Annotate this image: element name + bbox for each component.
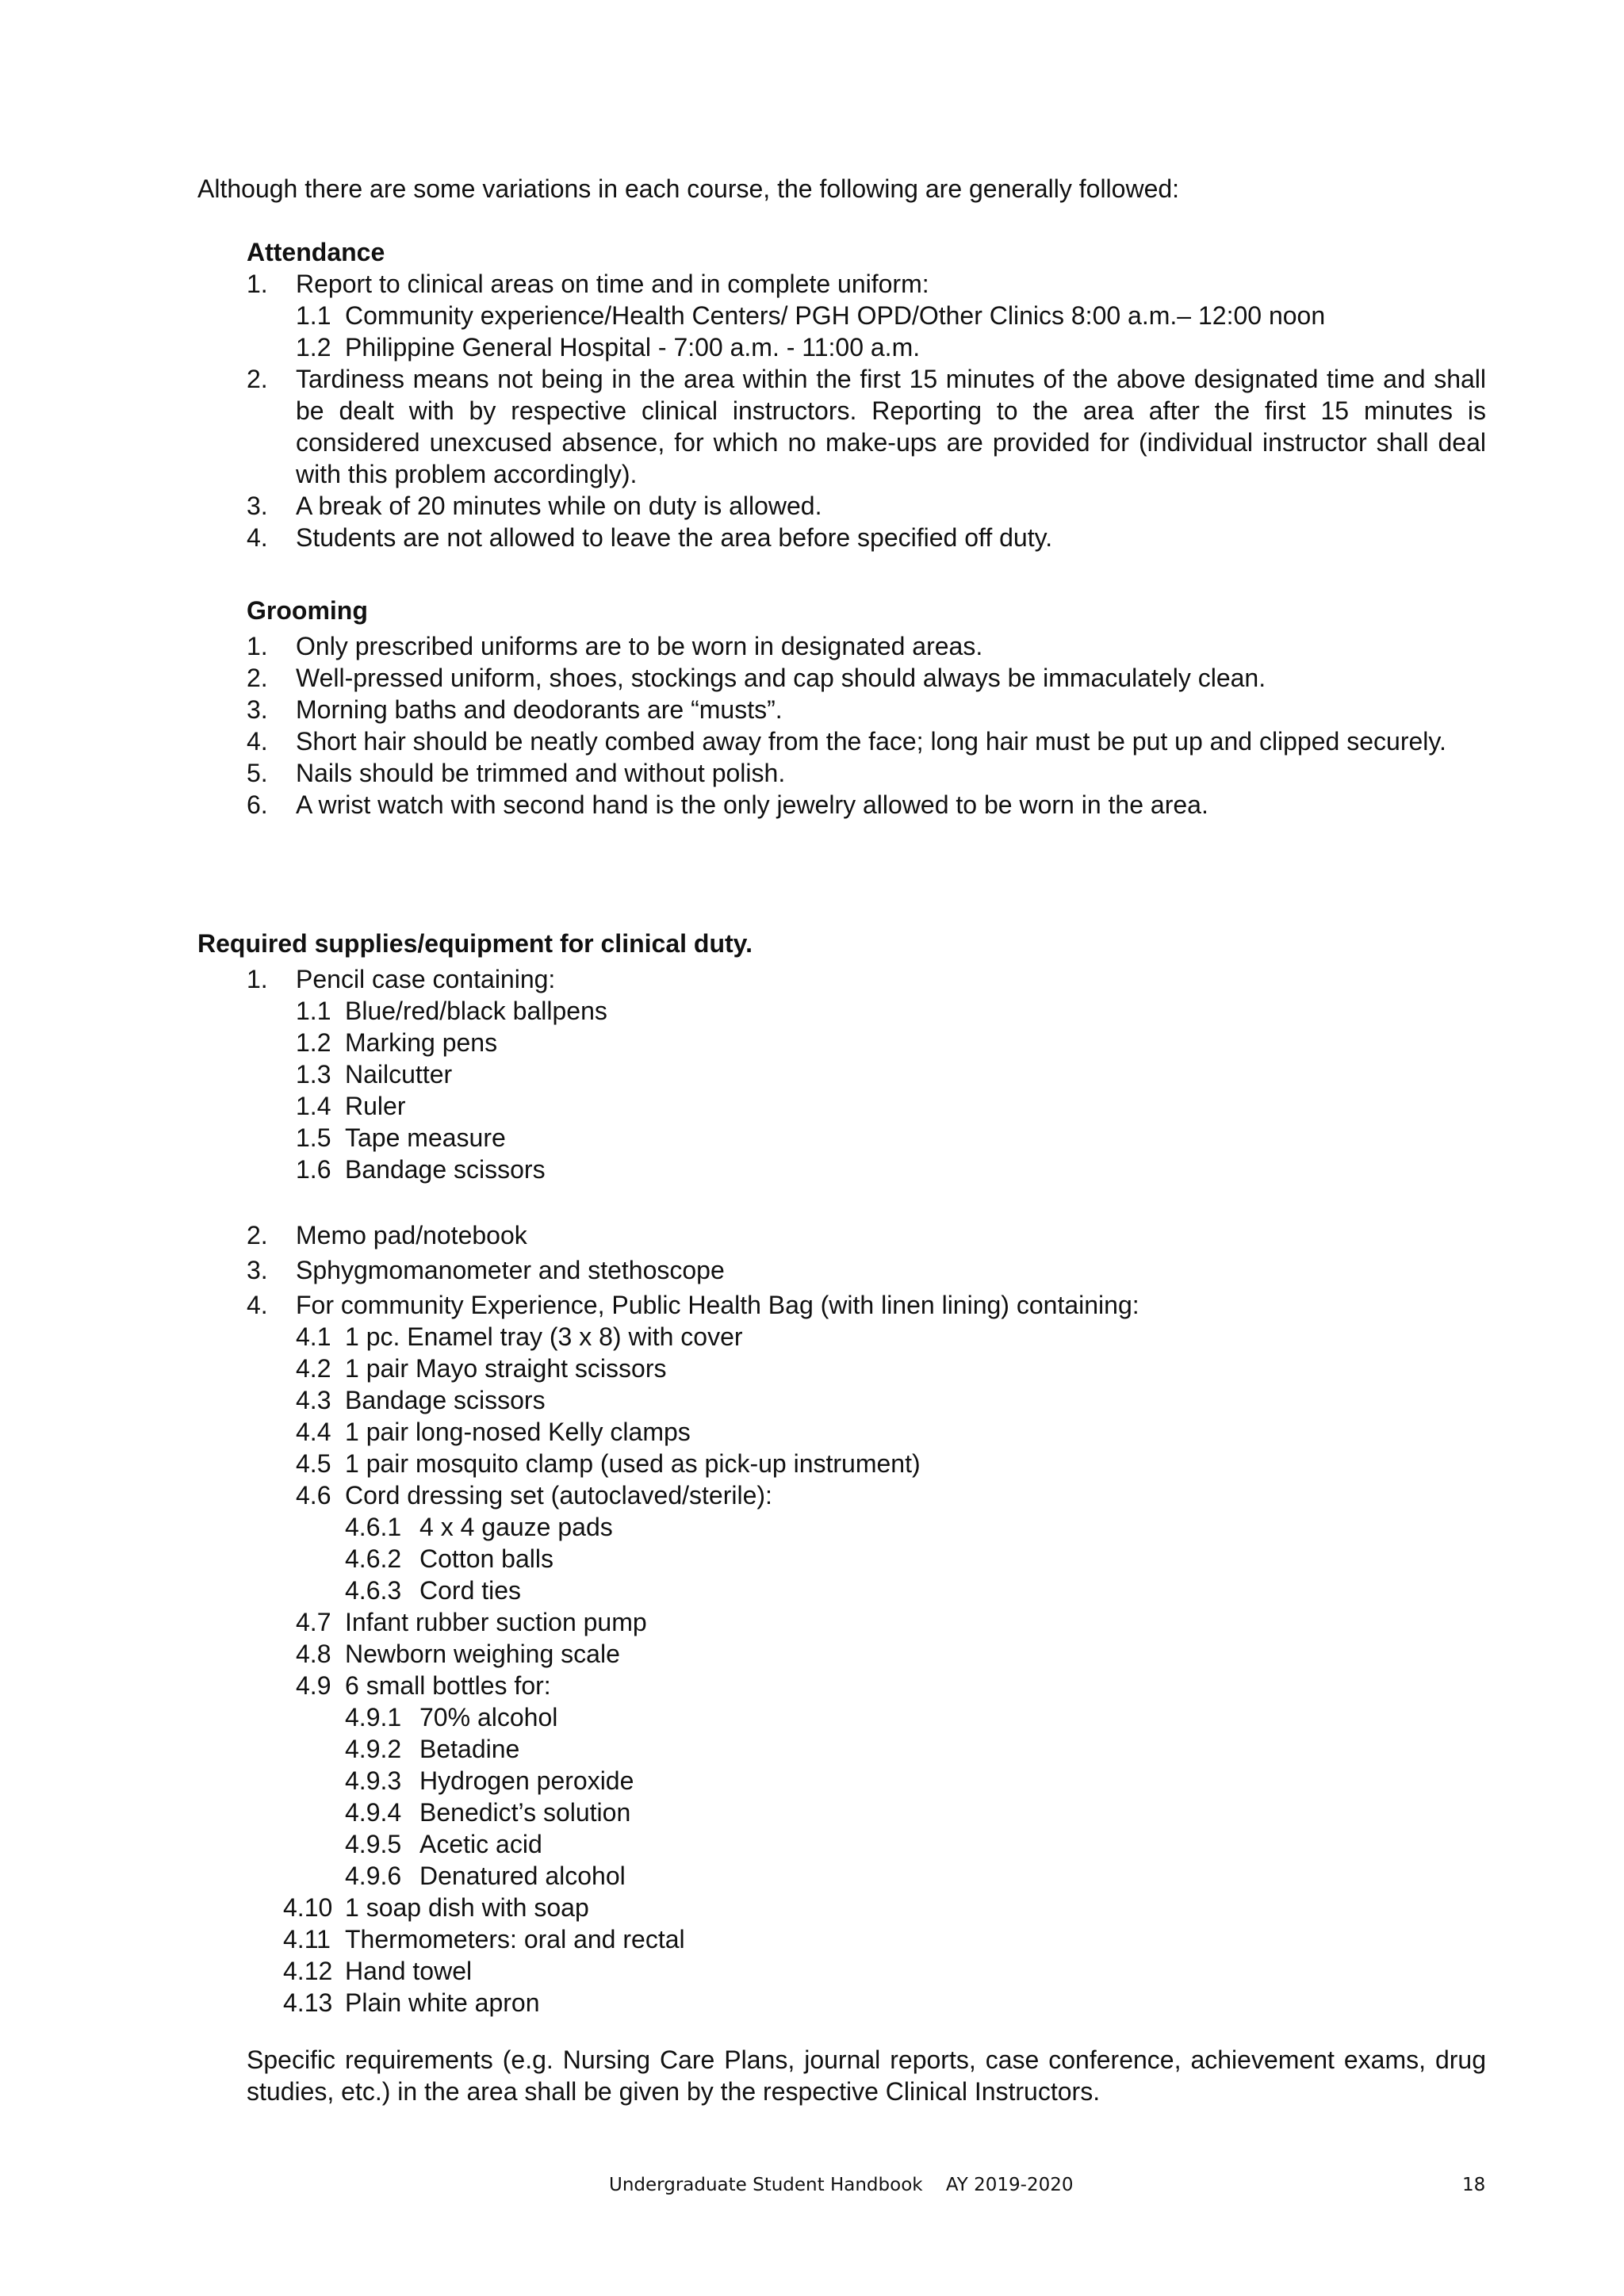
list-item bbox=[345, 1797, 1486, 1828]
item-number: 1.2 bbox=[296, 333, 331, 362]
list-item bbox=[296, 1479, 1486, 1511]
attendance-list bbox=[247, 268, 1486, 553]
list-item bbox=[247, 490, 1486, 522]
item-number: 4. bbox=[247, 727, 268, 756]
item-text: Thermometers: oral and rectal bbox=[345, 1925, 685, 1954]
grooming-list bbox=[247, 630, 1486, 821]
item-number: 1.4 bbox=[296, 1092, 331, 1120]
item-text: Sphygmomanometer and stethoscope bbox=[296, 1256, 725, 1284]
list-item bbox=[247, 363, 1486, 490]
list-item bbox=[247, 725, 1486, 757]
item-text: Ruler bbox=[345, 1092, 406, 1120]
list-item bbox=[296, 1638, 1486, 1670]
item-text: Cord dressing set (autoclaved/sterile): bbox=[345, 1481, 772, 1510]
list-item bbox=[296, 1321, 1486, 1353]
item-number: 4.11 bbox=[283, 1925, 331, 1954]
specific-requirements-paragraph: Specific requirements (e.g. Nursing Care Plans, journal reports, case conference, achievement exams, drug studies, etc.) in the area shall be given by the respective Clinical Instructors. bbox=[247, 2045, 1486, 2106]
list-item bbox=[247, 789, 1486, 821]
item-text: Benedict’s solution bbox=[419, 1798, 631, 1827]
list-item bbox=[296, 995, 1486, 1027]
item-text: A wrist watch with second hand is the only jewelry allowed to be worn in the area. bbox=[296, 790, 1208, 819]
supplies-heading: Required supplies/equipment for clinical duty. bbox=[197, 929, 753, 958]
item-text: Students are not allowed to leave the area before specified off duty. bbox=[296, 523, 1053, 552]
item-number: 2. bbox=[247, 365, 268, 393]
item-text: 1 pair long-nosed Kelly clamps bbox=[345, 1418, 691, 1446]
list-item bbox=[247, 630, 1486, 662]
item-number: 1.2 bbox=[296, 1028, 331, 1057]
supplies-list-part2 bbox=[247, 1219, 1486, 2019]
item-text: 1 pair mosquito clamp (used as pick-up instrument) bbox=[345, 1449, 921, 1478]
item-text: Pencil case containing: bbox=[296, 965, 556, 993]
list-item bbox=[296, 1606, 1486, 1638]
item-number: 5. bbox=[247, 759, 268, 787]
list-item bbox=[283, 1955, 1486, 1987]
item-number: 4.9.6 bbox=[345, 1862, 402, 1890]
list-item bbox=[345, 1860, 1486, 1892]
item-text: Cotton balls bbox=[419, 1544, 553, 1573]
item-text: Nailcutter bbox=[345, 1060, 453, 1089]
item-text: Blue/red/black ballpens bbox=[345, 997, 607, 1025]
list-item bbox=[247, 1289, 1486, 1321]
item-number: 2. bbox=[247, 1221, 268, 1249]
list-item bbox=[283, 1987, 1486, 2019]
item-number: 4.6.2 bbox=[345, 1544, 402, 1573]
item-number: 4.3 bbox=[296, 1386, 331, 1414]
footer-title bbox=[609, 2173, 1074, 2197]
item-text: Nails should be trimmed and without polish. bbox=[296, 759, 786, 787]
list-item bbox=[345, 1543, 1486, 1575]
item-text: 70% alcohol bbox=[419, 1703, 558, 1732]
item-number: 4.5 bbox=[296, 1449, 331, 1478]
item-text: Hydrogen peroxide bbox=[419, 1766, 634, 1795]
item-number: 4.9.1 bbox=[345, 1703, 402, 1732]
item-text: 1 soap dish with soap bbox=[345, 1893, 589, 1922]
item-text: Tape measure bbox=[345, 1123, 506, 1152]
list-item bbox=[296, 1090, 1486, 1122]
list-item bbox=[345, 1828, 1486, 1860]
list-item bbox=[345, 1765, 1486, 1797]
item-number: 4.7 bbox=[296, 1608, 331, 1636]
item-number: 4.4 bbox=[296, 1418, 331, 1446]
list-item bbox=[345, 1511, 1486, 1543]
item-number: 1. bbox=[247, 632, 268, 660]
list-item bbox=[296, 1154, 1486, 1185]
item-text: Cord ties bbox=[419, 1576, 522, 1605]
item-number: 4.6.1 bbox=[345, 1513, 402, 1541]
list-item bbox=[247, 1254, 1486, 1286]
item-number: 4.13 bbox=[283, 1988, 333, 2017]
item-number: 3. bbox=[247, 1256, 268, 1284]
list-item bbox=[296, 1122, 1486, 1154]
item-number: 1.6 bbox=[296, 1155, 331, 1184]
item-number: 3. bbox=[247, 492, 268, 520]
item-number: 3. bbox=[247, 695, 268, 724]
list-item bbox=[296, 1670, 1486, 1701]
list-item bbox=[296, 1384, 1486, 1416]
intro-paragraph: Although there are some variations in each course, the following are generally followed: bbox=[197, 174, 1180, 203]
item-text: Philippine General Hospital - 7:00 a.m. - 11:00 a.m. bbox=[345, 333, 921, 362]
item-text: Morning baths and deodorants are “musts”. bbox=[296, 695, 783, 724]
item-number: 4.9.2 bbox=[345, 1735, 402, 1763]
item-number: 4.9.5 bbox=[345, 1830, 402, 1858]
list-item bbox=[296, 1027, 1486, 1058]
item-number: 1.1 bbox=[296, 997, 331, 1025]
list-item bbox=[296, 1448, 1486, 1479]
item-text: Report to clinical areas on time and in complete uniform: bbox=[296, 270, 929, 298]
item-text: Well-pressed uniform, shoes, stockings and cap should always be immaculately clean. bbox=[296, 664, 1266, 692]
list-item bbox=[296, 331, 1486, 363]
item-text: Plain white apron bbox=[345, 1988, 540, 2017]
item-number: 4.6.3 bbox=[345, 1576, 402, 1605]
item-text: For community Experience, Public Health Bag (with linen lining) containing: bbox=[296, 1291, 1139, 1319]
footer-title-text: Undergraduate Student Handbook AY 2019-2020 bbox=[609, 2175, 1074, 2195]
item-number: 6. bbox=[247, 790, 268, 819]
item-number: 2. bbox=[247, 664, 268, 692]
item-text: Marking pens bbox=[345, 1028, 498, 1057]
item-text: Community experience/Health Centers/ PGH OPD/Other Clinics 8:00 a.m.– 12:00 noon bbox=[345, 301, 1326, 330]
item-number: 4.2 bbox=[296, 1354, 331, 1383]
list-item bbox=[283, 1923, 1486, 1955]
item-number: 4.1 bbox=[296, 1322, 331, 1351]
grooming-heading: Grooming bbox=[247, 596, 368, 625]
item-text: Hand towel bbox=[345, 1957, 473, 1985]
item-text: 1 pc. Enamel tray (3 x 8) with cover bbox=[345, 1322, 743, 1351]
item-number: 4. bbox=[247, 523, 268, 552]
item-text: Betadine bbox=[419, 1735, 520, 1763]
attendance-heading: Attendance bbox=[247, 238, 385, 266]
item-text: Denatured alcohol bbox=[419, 1862, 626, 1890]
list-item bbox=[247, 662, 1486, 694]
item-text: 6 small bottles for: bbox=[345, 1671, 551, 1700]
item-text: Tardiness means not being in the area within the first 15 minutes of the above designated time and shall be dealt with by respective clinical instructors. Reporting to the area after the first 15 minutes is considered unexcused absence, for which no make-ups are provided for (individual instructor shall deal with this problem accordingly). bbox=[296, 365, 1486, 488]
item-number: 1.1 bbox=[296, 301, 331, 330]
list-item bbox=[247, 694, 1486, 725]
item-number: 4.9.3 bbox=[345, 1766, 402, 1795]
item-number: 4.9 bbox=[296, 1671, 331, 1700]
item-number: 4.8 bbox=[296, 1640, 331, 1668]
item-text: Only prescribed uniforms are to be worn in designated areas. bbox=[296, 632, 983, 660]
list-item bbox=[296, 300, 1486, 331]
list-item bbox=[247, 757, 1486, 789]
list-item bbox=[247, 268, 1486, 300]
list-item bbox=[296, 1416, 1486, 1448]
item-number: 1.3 bbox=[296, 1060, 331, 1089]
item-text: A break of 20 minutes while on duty is allowed. bbox=[296, 492, 822, 520]
item-number: 4.6 bbox=[296, 1481, 331, 1510]
item-number: 4.10 bbox=[283, 1893, 333, 1922]
list-item bbox=[247, 522, 1486, 553]
item-number: 4.9.4 bbox=[345, 1798, 402, 1827]
item-text: Newborn weighing scale bbox=[345, 1640, 620, 1668]
item-text: Infant rubber suction pump bbox=[345, 1608, 647, 1636]
item-text: 4 x 4 gauze pads bbox=[419, 1513, 613, 1541]
item-text: Bandage scissors bbox=[345, 1386, 546, 1414]
item-text: Short hair should be neatly combed away from the face; long hair must be put up and clipped securely. bbox=[296, 727, 1446, 756]
list-item bbox=[247, 963, 1486, 995]
list-item bbox=[345, 1575, 1486, 1606]
list-item bbox=[296, 1353, 1486, 1384]
supplies-list-part1 bbox=[247, 963, 1486, 1185]
item-text: 1 pair Mayo straight scissors bbox=[345, 1354, 667, 1383]
list-item bbox=[247, 1219, 1486, 1251]
item-text: Bandage scissors bbox=[345, 1155, 546, 1184]
list-item bbox=[345, 1733, 1486, 1765]
item-number: 1.5 bbox=[296, 1123, 331, 1152]
list-item bbox=[283, 1892, 1486, 1923]
item-number: 4. bbox=[247, 1291, 268, 1319]
list-item bbox=[345, 1701, 1486, 1733]
item-number: 4.12 bbox=[283, 1957, 333, 1985]
item-text: Memo pad/notebook bbox=[296, 1221, 527, 1249]
item-text: Acetic acid bbox=[419, 1830, 542, 1858]
list-item bbox=[296, 1058, 1486, 1090]
page-number: 18 bbox=[1462, 2175, 1486, 2195]
item-number: 1. bbox=[247, 965, 268, 993]
item-number: 1. bbox=[247, 270, 268, 298]
